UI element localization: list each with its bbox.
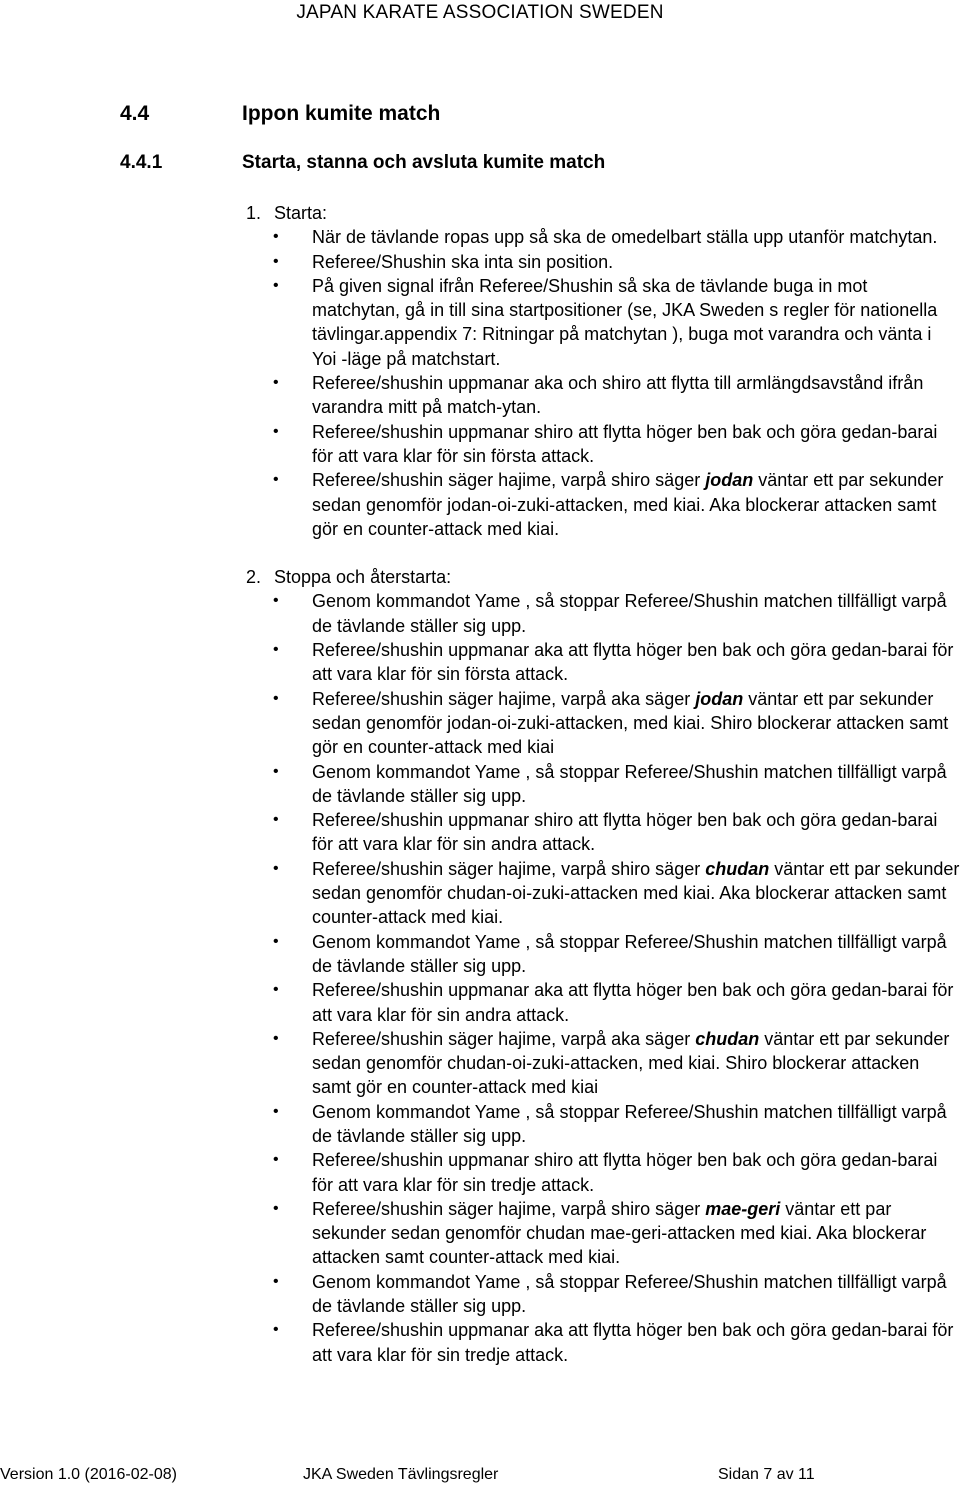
list-item-text: väntar ett par sekunder sedan genomför chudan mae-geri-attacken med kiai. Aka blockerar attacken samt counter-attack med kiai. bbox=[312, 1198, 927, 1268]
bullet-icon: • bbox=[273, 762, 279, 780]
bullet-icon: • bbox=[273, 859, 279, 877]
list-item bbox=[246, 250, 960, 274]
list-item-text: Referee/shushin uppmanar aka att flytta höger ben bak och göra gedan-barai för att vara klar för sin andra attack. bbox=[312, 980, 954, 1025]
bullet-icon: • bbox=[273, 1151, 279, 1169]
subsection-heading bbox=[120, 152, 605, 174]
bullet-icon: • bbox=[273, 1321, 279, 1339]
list-item-text: väntar ett par sekunder sedan genomför jodan-oi-zuki-attacken, med kiai. Aka blockerar attacken samt gör en counter-attack med kiai. bbox=[312, 470, 944, 539]
list-item bbox=[246, 857, 960, 930]
technique-term: mae-geri bbox=[705, 1198, 781, 1219]
list-item bbox=[246, 274, 960, 371]
list-item bbox=[246, 371, 960, 420]
bullet-icon: • bbox=[273, 811, 279, 829]
footer-document-title: JKA Sweden Tävlingsregler bbox=[303, 1466, 499, 1483]
section-gap bbox=[246, 541, 960, 565]
bullet-icon: • bbox=[273, 641, 279, 659]
technique-term: chudan bbox=[695, 1028, 760, 1049]
list-item-text: Referee/shushin uppmanar shiro att flytta höger ben bak och göra gedan-barai för att vara klar för sin tredje attack. bbox=[312, 1150, 938, 1195]
list-section-label: Stoppa och återstarta: bbox=[274, 567, 452, 588]
list-item-text: Genom kommandot Yame , så stoppar Referee/Shushin matchen tillfälligt varpå de tävlande ställer sig upp. bbox=[312, 591, 947, 636]
footer-version: Version 1.0 (2016-02-08) bbox=[0, 1466, 177, 1483]
list-item bbox=[246, 1270, 960, 1319]
section-number: 4.4 bbox=[120, 102, 150, 125]
list-item bbox=[246, 1100, 960, 1149]
list-item-text: Genom kommandot Yame , så stoppar Referee/Shushin matchen tillfälligt varpå de tävlande ställer sig upp. bbox=[312, 1101, 947, 1146]
list-item-text: Referee/shushin uppmanar aka att flytta höger ben bak och göra gedan-barai för att vara klar för sin första attack. bbox=[312, 640, 954, 685]
list-item bbox=[246, 930, 960, 979]
footer-page-number: Sidan 7 av 11 bbox=[718, 1466, 815, 1483]
list-section-title bbox=[246, 201, 960, 225]
list-item-text: Referee/Shushin ska inta sin position. bbox=[312, 251, 614, 272]
list-item-text: Genom kommandot Yame , så stoppar Referee/Shushin matchen tillfälligt varpå de tävlande ställer sig upp. bbox=[312, 761, 947, 806]
list-item bbox=[246, 589, 960, 638]
bullet-icon: • bbox=[273, 228, 279, 246]
list-item-text: Referee/shushin uppmanar shiro att flytta höger ben bak och göra gedan-barai för att vara klar för sin första attack. bbox=[312, 421, 938, 466]
list-item-text: Referee/shushin uppmanar aka att flytta höger ben bak och göra gedan-barai för att vara klar för sin tredje attack. bbox=[312, 1320, 954, 1365]
list-item-text: När de tävlande ropas upp så ska de omedelbart ställa upp utanför matchytan. bbox=[312, 227, 938, 248]
technique-term: jodan bbox=[705, 470, 754, 491]
list-item bbox=[246, 1027, 960, 1100]
bullet-icon: • bbox=[273, 592, 279, 610]
section-title: Ippon kumite match bbox=[242, 102, 441, 125]
bullet-icon: • bbox=[273, 1102, 279, 1120]
list-item bbox=[246, 1148, 960, 1197]
list-item-text: väntar ett par sekunder sedan genomför chudan-oi-zuki-attacken, med kiai. Shiro blockerar attacken samt gör en counter-attack med kiai bbox=[312, 1028, 950, 1098]
technique-term: chudan bbox=[705, 858, 770, 879]
bullet-icon: • bbox=[273, 1029, 279, 1047]
section-heading bbox=[120, 102, 440, 126]
list-item-text: Referee/shushin säger hajime, varpå aka säger bbox=[312, 1028, 696, 1049]
list-section-title bbox=[246, 565, 960, 589]
bullet-icon: • bbox=[273, 981, 279, 999]
bullet-list bbox=[246, 589, 960, 1367]
technique-term: jodan bbox=[695, 688, 744, 709]
list-item bbox=[246, 760, 960, 809]
list-item bbox=[246, 687, 960, 760]
list-item-text: Genom kommandot Yame , så stoppar Referee/Shushin matchen tillfälligt varpå de tävlande ställer sig upp. bbox=[312, 931, 947, 976]
list-item-text: Referee/shushin säger hajime, varpå shiro säger bbox=[312, 470, 706, 491]
document-body bbox=[246, 201, 960, 1367]
list-item bbox=[246, 420, 960, 469]
list-item-text: Referee/shushin säger hajime, varpå shiro säger bbox=[312, 858, 706, 879]
bullet-icon: • bbox=[273, 932, 279, 950]
list-item-text: väntar ett par sekunder sedan genomför jodan-oi-zuki-attacken, med kiai. Shiro blockerar attacken samt gör en counter-attack med kiai bbox=[312, 688, 949, 758]
list-item bbox=[246, 1197, 960, 1270]
list-item-text: På given signal ifrån Referee/Shushin så ska de tävlande buga in mot matchytan, gå in till sina startpositioner (se, JKA Sweden s regler för nationella tävlingar.appendix 7: Ritningar på matchytan ), buga mot varandra och vänta i Yoi -läge på matchstart. bbox=[312, 275, 938, 369]
bullet-icon: • bbox=[273, 276, 279, 294]
list-item-text: Genom kommandot Yame , så stoppar Referee/Shushin matchen tillfälligt varpå de tävlande ställer sig upp. bbox=[312, 1271, 947, 1317]
subsection-number: 4.4.1 bbox=[120, 152, 163, 173]
list-item bbox=[246, 978, 960, 1027]
list-item-text: väntar ett par sekunder sedan genomför chudan-oi-zuki-attacken med kiai. Aka blockerar attacken samt counter-attack med kiai. bbox=[312, 858, 960, 928]
list-section-label: Starta: bbox=[274, 203, 328, 223]
bullet-icon: • bbox=[273, 1199, 279, 1217]
list-item bbox=[246, 1318, 960, 1367]
subsection-title: Starta, stanna och avsluta kumite match bbox=[242, 152, 606, 173]
bullet-icon: • bbox=[273, 471, 279, 489]
page-header: JAPAN KARATE ASSOCIATION SWEDEN bbox=[296, 2, 664, 23]
bullet-icon: • bbox=[273, 1272, 279, 1290]
bullet-list bbox=[246, 225, 960, 541]
bullet-icon: • bbox=[273, 374, 279, 392]
list-item bbox=[246, 225, 960, 249]
list-item bbox=[246, 468, 960, 541]
list-item-text: Referee/shushin uppmanar shiro att flytta höger ben bak och göra gedan-barai för att vara klar för sin andra attack. bbox=[312, 810, 938, 855]
bullet-icon: • bbox=[273, 252, 279, 270]
bullet-icon: • bbox=[273, 422, 279, 440]
list-item-text: Referee/shushin säger hajime, varpå aka säger bbox=[312, 688, 696, 709]
list-item bbox=[246, 638, 960, 687]
list-section-number: 1. bbox=[246, 203, 262, 223]
list-section-number: 2. bbox=[246, 567, 262, 588]
bullet-icon: • bbox=[273, 689, 279, 707]
list-item-text: Referee/shushin säger hajime, varpå shiro säger bbox=[312, 1198, 706, 1219]
list-item-text: Referee/shushin uppmanar aka och shiro att flytta till armlängdsavstånd ifrån varandra mitt på match-ytan. bbox=[312, 373, 924, 418]
list-item bbox=[246, 808, 960, 857]
